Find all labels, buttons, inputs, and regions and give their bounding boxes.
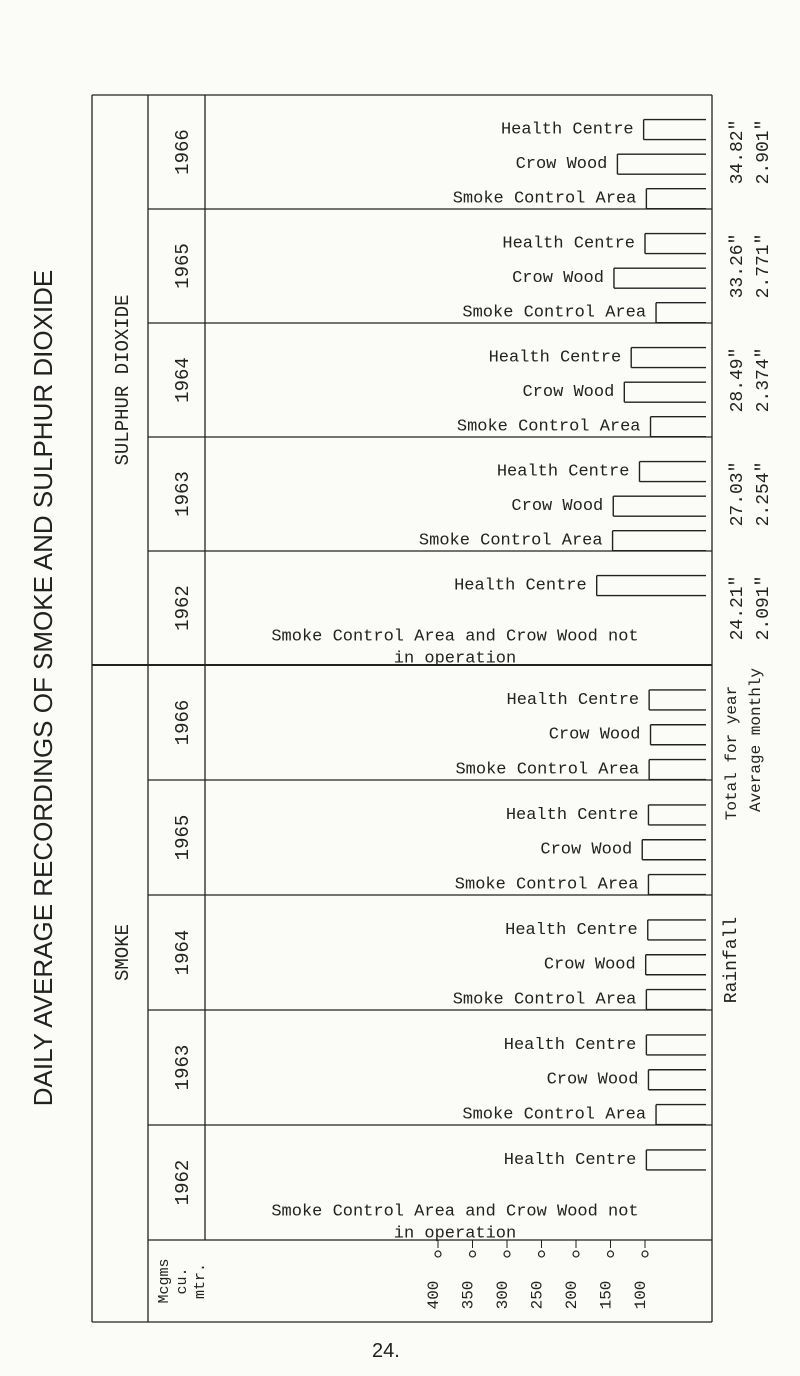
year-label: 1965 <box>172 814 194 861</box>
bar <box>648 875 706 895</box>
not-in-operation-note: in operation <box>393 1224 517 1244</box>
unit-label: Mcgms <box>156 1258 173 1304</box>
rainfall-label: Rainfall <box>722 916 742 1004</box>
bar-label: Health Centre <box>503 1035 637 1055</box>
bar-label: Health Centre <box>506 690 640 710</box>
bar-label: Crow Wood <box>546 1070 639 1090</box>
rainfall-monthly: 2.771" <box>754 233 774 299</box>
page-number: 24. <box>372 1340 400 1362</box>
bar-label: Smoke Control Area <box>418 531 603 551</box>
x-tick-label: 250 <box>528 1280 547 1310</box>
rainfall-monthly-label: Average monthly <box>747 667 765 813</box>
bar <box>648 920 706 940</box>
bar <box>656 1105 706 1125</box>
rainfall-monthly: 2.374" <box>754 347 774 413</box>
bar <box>648 805 706 825</box>
year-label: 1966 <box>172 129 194 175</box>
x-tick-label: 400 <box>425 1280 443 1310</box>
year-label: 1962 <box>172 1159 194 1206</box>
bar <box>646 189 706 209</box>
bar <box>649 760 706 780</box>
bar-label: Crow Wood <box>548 725 641 745</box>
bar-label: Health Centre <box>488 348 622 368</box>
bar <box>646 1035 706 1055</box>
year-label: 1964 <box>172 929 194 976</box>
bar-label: Health Centre <box>496 462 630 482</box>
bar <box>624 382 706 402</box>
x-tick-dot <box>642 1251 648 1257</box>
bar-label: Smoke Control Area <box>452 189 637 209</box>
year-label: 1966 <box>172 699 194 746</box>
year-label: 1963 <box>172 1044 194 1091</box>
x-tick-label: 150 <box>597 1280 616 1310</box>
bar-label: Health Centre <box>505 805 639 825</box>
x-tick-dot <box>504 1251 510 1257</box>
bar-label: Health Centre <box>454 576 587 596</box>
bar <box>613 496 706 516</box>
bar-label: Smoke Control Area <box>462 1105 647 1125</box>
bar-label: Health Centre <box>502 234 635 254</box>
x-tick-dot <box>435 1251 441 1257</box>
x-tick-dot <box>608 1251 614 1257</box>
unit-label: cu. <box>174 1267 191 1295</box>
x-tick-label: 100 <box>632 1280 650 1310</box>
not-in-operation-note: Smoke Control Area and Crow Wood not <box>271 627 639 647</box>
rainfall-total: 24.21" <box>728 575 748 641</box>
bar-label: Health Centre <box>503 1150 637 1170</box>
rainfall-monthly: 2.091" <box>754 575 774 641</box>
bar <box>649 690 706 710</box>
bar <box>614 268 706 288</box>
section-label: SULPHUR DIOXIDE <box>112 294 134 466</box>
bar <box>651 725 706 745</box>
bar-label: Crow Wood <box>540 840 633 860</box>
bar-label: Smoke Control Area <box>462 303 647 323</box>
bar-label: Health Centre <box>500 120 634 140</box>
x-tick-label: 350 <box>459 1280 478 1310</box>
bar <box>646 1150 706 1170</box>
year-label: 1962 <box>172 585 194 631</box>
bar-label: Health Centre <box>505 920 638 940</box>
bar <box>617 154 706 174</box>
bar <box>597 576 706 596</box>
year-label: 1963 <box>172 471 194 517</box>
bar-label: Crow Wood <box>511 497 604 517</box>
not-in-operation-note: Smoke Control Area and Crow Wood not <box>271 1202 639 1222</box>
rainfall-total: 34.82" <box>728 119 748 185</box>
not-in-operation-note: in operation <box>393 649 517 669</box>
bar-label: Crow Wood <box>543 955 636 975</box>
x-tick-dot <box>470 1251 476 1257</box>
bar-label: Crow Wood <box>512 269 604 289</box>
bar-label: Crow Wood <box>522 383 615 403</box>
bar-label: Crow Wood <box>515 155 608 175</box>
rainfall-total-label: Total for year <box>723 685 741 821</box>
section-label: SMOKE <box>112 923 134 982</box>
page-title: DAILY AVERAGE RECORDINGS OF SMOKE AND SULPHUR DIOXIDE <box>28 269 58 1107</box>
rainfall-total: 33.26" <box>728 233 748 299</box>
rainfall-monthly: 2.254" <box>754 461 774 527</box>
bar <box>651 417 706 437</box>
rainfall-monthly: 2.901" <box>754 119 774 185</box>
unit-label: mtr. <box>192 1262 209 1300</box>
rainfall-total: 27.03" <box>728 461 748 527</box>
bar-label: Smoke Control Area <box>456 417 641 437</box>
x-tick-label: 200 <box>563 1280 581 1310</box>
rainfall-total: 28.49" <box>728 347 748 413</box>
bar-label: Smoke Control Area <box>454 875 639 895</box>
bar <box>646 990 706 1010</box>
bar <box>613 531 706 551</box>
bar <box>639 462 706 482</box>
bar <box>644 120 706 140</box>
bar <box>646 955 706 975</box>
bar <box>631 348 706 368</box>
bar <box>642 840 706 860</box>
x-tick-dot <box>539 1251 545 1257</box>
bar-label: Smoke Control Area <box>452 990 637 1010</box>
bar <box>656 303 706 323</box>
bar <box>648 1070 706 1090</box>
bar-label: Smoke Control Area <box>455 760 640 780</box>
bar <box>645 234 706 254</box>
year-label: 1965 <box>172 243 194 289</box>
x-tick-dot <box>573 1251 579 1257</box>
x-tick-label: 300 <box>494 1280 512 1310</box>
year-label: 1964 <box>172 357 194 403</box>
